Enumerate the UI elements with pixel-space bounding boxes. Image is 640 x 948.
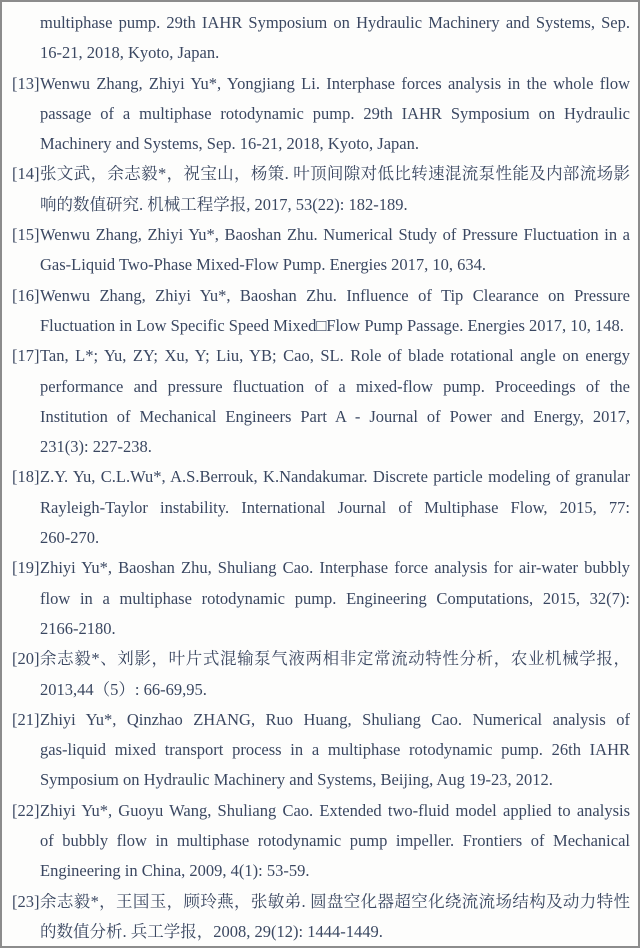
reference-line: 2013,44（5）: 66-69,95. — [40, 679, 207, 699]
reference-number: [21] — [12, 709, 40, 729]
reference-line: Zhiyi Yu*, Baoshan Zhu, Shuliang Cao. Interphase force analysis for air-water bubbly — [40, 558, 630, 578]
reference-entry — [12, 341, 630, 462]
reference-number: [18] — [12, 467, 40, 487]
reference-entry — [12, 8, 630, 69]
reference-line: Fluctuation in Low Specific Speed Mixed□Flow Pump Passage. Energies 2017, 10, 148. — [40, 315, 624, 335]
reference-entry — [12, 220, 630, 281]
reference-line: Institution of Mechanical Engineers Part A - Journal of Power and Energy, 2017, — [40, 406, 630, 426]
reference-line: 2166-2180. — [40, 618, 116, 638]
reference-line: 的数值分析. 兵工学报，2008, 29(12): 1444-1449. — [40, 921, 383, 941]
reference-line: 余志毅*、刘影，叶片式混输泵气液两相非定常流动特性分析，农业机械学报， — [40, 649, 630, 669]
reference-entry — [12, 644, 630, 705]
reference-number: [22] — [12, 800, 40, 820]
reference-line: Zhiyi Yu*, Qinzhao ZHANG, Ruo Huang, Shuliang Cao. Numerical analysis of — [40, 709, 630, 729]
reference-line: 余志毅*，王国玉，顾玲燕，张敏弟. 圆盘空化器超空化绕流流场结构及动力特性 — [40, 891, 630, 911]
reference-entry — [12, 159, 630, 220]
reference-entry — [12, 462, 630, 553]
reference-line: Gas-Liquid Two-Phase Mixed-Flow Pump. Energies 2017, 10, 634. — [40, 255, 486, 275]
reference-entry — [12, 553, 630, 644]
reference-line: 张文武，余志毅*，祝宝山，杨策. 叶顶间隙对低比转速混流泵性能及内部流场影 — [40, 164, 630, 184]
reference-entry — [12, 69, 630, 160]
reference-number: [13] — [12, 73, 40, 93]
reference-entry — [12, 705, 630, 796]
reference-line: flow in a multiphase rotodynamic pump. Engineering Computations, 2015, 32(7): — [40, 588, 630, 608]
reference-number: [19] — [12, 558, 40, 578]
reference-line: passage of a multiphase rotodynamic pump. 29th IAHR Symposium on Hydraulic — [40, 103, 630, 123]
reference-entry — [12, 796, 630, 887]
reference-line: gas-liquid mixed transport process in a multiphase rotodynamic pump. 26th IAHR — [40, 740, 630, 760]
reference-line: 16-21, 2018, Kyoto, Japan. — [40, 43, 220, 63]
reference-line: performance and pressure fluctuation of a mixed-flow pump. Proceedings of the — [40, 376, 630, 396]
reference-number: [17] — [12, 346, 40, 366]
reference-line: of bubbly flow in multiphase rotodynamic pump impeller. Frontiers of Mechanical — [40, 831, 630, 851]
reference-line: Tan, L*; Yu, ZY; Xu, Y; Liu, YB; Cao, SL. Role of blade rotational angle on energy — [40, 346, 630, 366]
reference-line: Wenwu Zhang, Zhiyi Yu*, Baoshan Zhu. Influence of Tip Clearance on Pressure — [40, 285, 630, 305]
reference-line: Wenwu Zhang, Zhiyi Yu*, Yongjiang Li. Interphase forces analysis in the whole flow — [40, 73, 630, 93]
reference-line: Z.Y. Yu, C.L.Wu*, A.S.Berrouk, K.Nandakumar. Discrete particle modeling of granular — [40, 467, 630, 487]
reference-line: Zhiyi Yu*, Guoyu Wang, Shuliang Cao. Extended two-fluid model applied to analysis — [40, 800, 630, 820]
reference-line: multiphase pump. 29th IAHR Symposium on Hydraulic Machinery and Systems, Sep. — [40, 13, 630, 32]
reference-line: 响的数值研究. 机械工程学报, 2017, 53(22): 182-189. — [40, 194, 408, 214]
reference-entry — [12, 281, 630, 342]
reference-line: 231(3): 227-238. — [40, 437, 152, 457]
reference-number: [14] — [12, 164, 40, 184]
reference-entry — [12, 887, 630, 948]
reference-number: [20] — [12, 649, 40, 669]
reference-line: Machinery and Systems, Sep. 16-21, 2018, Kyoto, Japan. — [40, 134, 419, 154]
reference-number: [23] — [12, 891, 40, 911]
reference-line: Wenwu Zhang, Zhiyi Yu*, Baoshan Zhu. Numerical Study of Pressure Fluctuation in a — [40, 225, 630, 245]
reference-number: [16] — [12, 285, 40, 305]
reference-line: Rayleigh-Taylor instability. International Journal of Multiphase Flow, 2015, 77: — [40, 497, 630, 517]
reference-line: Symposium on Hydraulic Machinery and Systems, Beijing, Aug 19-23, 2012. — [40, 770, 553, 790]
reference-line: 260-270. — [40, 528, 100, 548]
reference-list — [12, 8, 630, 947]
reference-number: [15] — [12, 225, 40, 245]
reference-line: Engineering in China, 2009, 4(1): 53-59. — [40, 861, 310, 881]
